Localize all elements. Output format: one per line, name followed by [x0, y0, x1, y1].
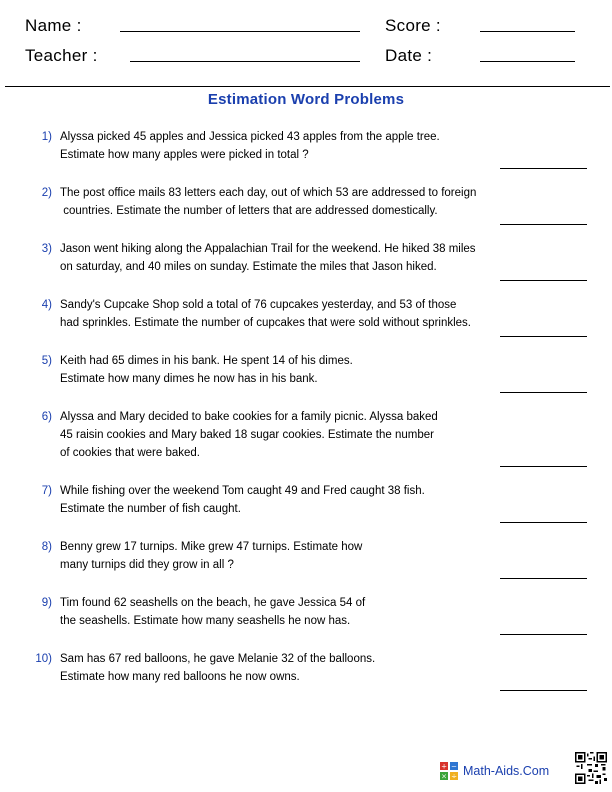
- problem-text: [60, 240, 500, 276]
- answer-line[interactable]: [500, 392, 587, 393]
- name-label: Name :: [25, 16, 82, 35]
- problem-number: 7): [41, 485, 52, 497]
- problem-line: While fishing over the weekend Tom caught 49 and Fred caught 38 fish.: [60, 485, 425, 497]
- problem-line: Estimate the number of fish caught.: [60, 503, 241, 515]
- problem-number: 4): [41, 299, 52, 311]
- problem-text: [60, 538, 500, 574]
- brand-logo: [440, 762, 549, 780]
- problem-text: [60, 650, 500, 686]
- answer-line[interactable]: [500, 168, 587, 169]
- svg-text:−: −: [451, 762, 457, 771]
- problem-line: The post office mails 83 letters each day, out of which 53 are addressed to foreign: [60, 187, 477, 199]
- problem-line: Alyssa and Mary decided to bake cookies for a family picnic. Alyssa baked: [60, 411, 438, 423]
- date-label: Date :: [385, 46, 433, 65]
- problem-line: many turnips did they grow in all ?: [60, 559, 234, 571]
- problem-number: 2): [41, 187, 52, 199]
- problem-number: 1): [41, 131, 52, 143]
- problem-text: [60, 352, 500, 388]
- qr-code-icon: [575, 752, 607, 784]
- problem-line: Sandy's Cupcake Shop sold a total of 76 cupcakes yesterday, and 53 of those: [60, 299, 457, 311]
- problem-line: Estimate how many apples were picked in total ?: [60, 149, 309, 161]
- teacher-label: Teacher :: [25, 46, 98, 65]
- problem-line: countries. Estimate the number of letters that are addressed domestically.: [60, 205, 438, 217]
- problem-text: [60, 594, 500, 630]
- problem-number: 9): [41, 597, 52, 609]
- problem-text: [60, 482, 500, 518]
- brand-name: Math-Aids.Com: [463, 764, 550, 778]
- problem-number: 6): [41, 411, 52, 423]
- problem-line: 45 raisin cookies and Mary baked 18 sugar cookies. Estimate the number: [60, 429, 434, 441]
- answer-line[interactable]: [500, 522, 587, 523]
- problem-line: Benny grew 17 turnips. Mike grew 47 turnips. Estimate how: [60, 541, 363, 553]
- header-divider: [5, 86, 610, 87]
- problem-text: [60, 296, 500, 332]
- problem-text: [60, 184, 500, 220]
- problem-line: of cookies that were baked.: [60, 447, 200, 459]
- answer-line[interactable]: [500, 336, 587, 337]
- answer-line[interactable]: [500, 280, 587, 281]
- problem-number: 10): [35, 653, 52, 665]
- problem-line: Alyssa picked 45 apples and Jessica picked 43 apples from the apple tree.: [60, 131, 440, 143]
- problem-line: had sprinkles. Estimate the number of cupcakes that were sold without sprinkles.: [60, 317, 472, 329]
- score-line: [480, 31, 575, 32]
- problem-line: on saturday, and 40 miles on sunday. Estimate the miles that Jason hiked.: [60, 261, 437, 273]
- score-label: Score :: [385, 16, 441, 35]
- answer-line[interactable]: [500, 690, 587, 691]
- problem-line: Estimate how many dimes he now has in his bank.: [60, 373, 318, 385]
- svg-text:×: ×: [441, 772, 447, 780]
- date-line: [480, 61, 575, 62]
- problem-line: Estimate how many red balloons he now owns.: [60, 671, 300, 683]
- svg-text:+: +: [441, 762, 447, 771]
- answer-line[interactable]: [500, 466, 587, 467]
- problem-number: 5): [41, 355, 52, 367]
- name-line: [120, 31, 360, 32]
- answer-line[interactable]: [500, 634, 587, 635]
- problem-line: Keith had 65 dimes in his bank. He spent 14 of his dimes.: [60, 355, 353, 367]
- worksheet-title: Estimation Word Problems: [207, 91, 405, 108]
- answer-line[interactable]: [500, 224, 587, 225]
- teacher-line: [130, 61, 360, 62]
- svg-text:÷: ÷: [451, 772, 457, 780]
- problem-text: [60, 128, 500, 164]
- problem-text: [60, 408, 500, 462]
- problem-line: Tim found 62 seashells on the beach, he gave Jessica 54 of: [60, 597, 366, 609]
- problem-line: Jason went hiking along the Appalachian Trail for the weekend. He hiked 38 miles: [60, 243, 476, 255]
- problem-line: the seashells. Estimate how many seashells he now has.: [60, 615, 351, 627]
- problem-line: Sam has 67 red balloons, he gave Melanie 32 of the balloons.: [60, 653, 376, 665]
- answer-line[interactable]: [500, 578, 587, 579]
- calculator-icon: [440, 762, 458, 780]
- problem-number: 3): [41, 243, 52, 255]
- problem-number: 8): [41, 541, 52, 553]
